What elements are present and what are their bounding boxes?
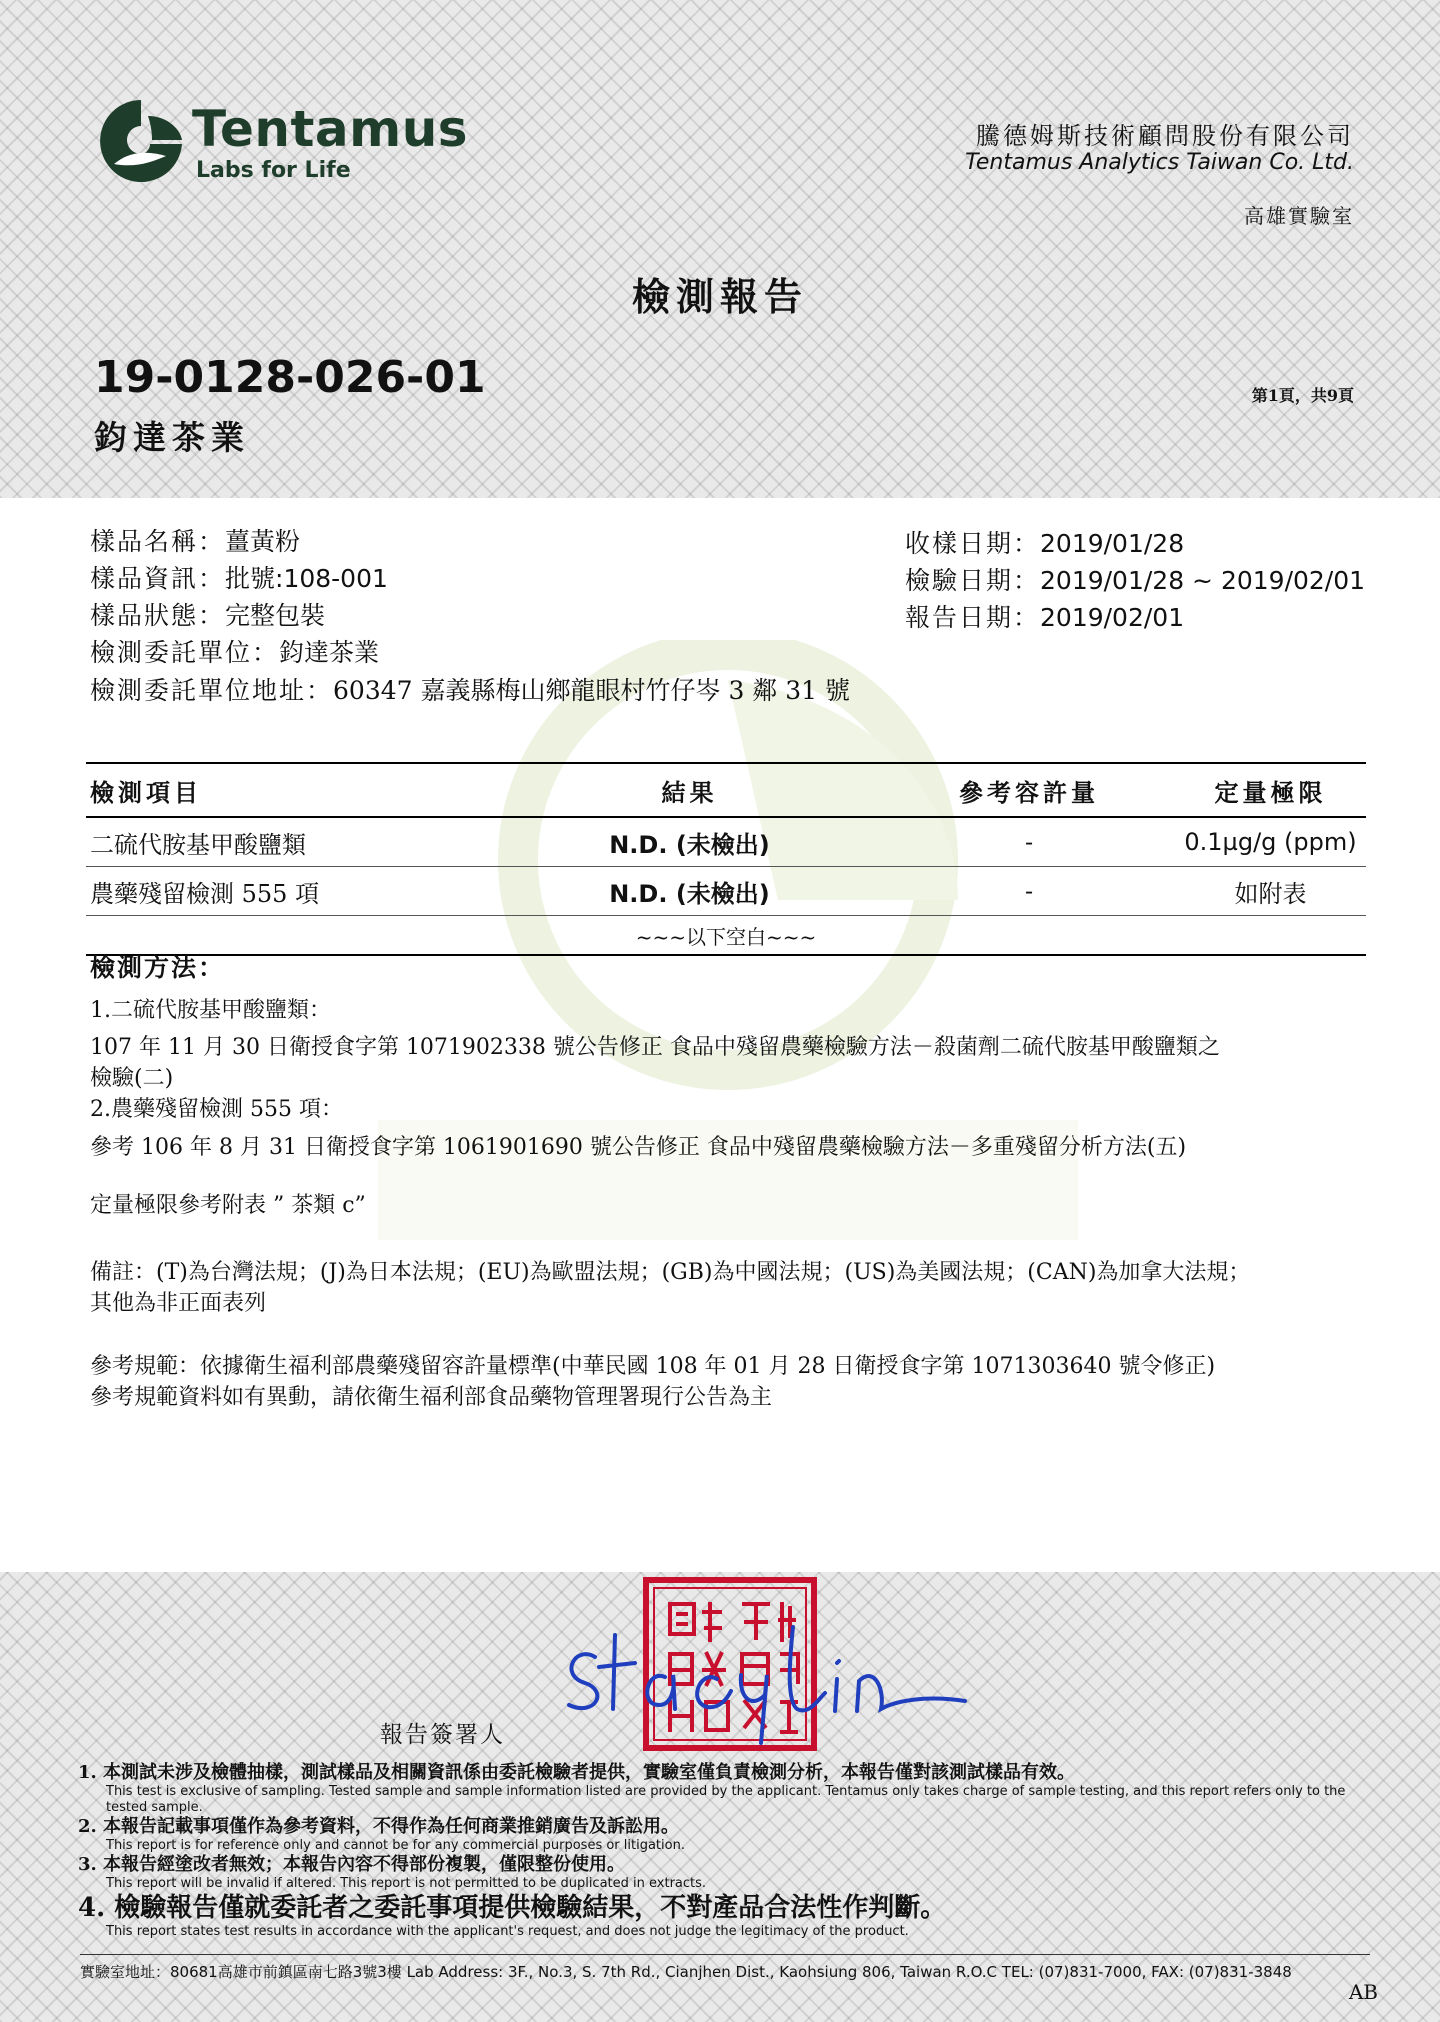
note-4-en: This report states test results in accordance with the applicant's request, and does not judge the legitimacy of the product. — [106, 1924, 909, 1939]
results-table — [86, 762, 1366, 956]
sample-name-label: 樣品名稱： — [90, 527, 226, 556]
test-date-label: 檢驗日期： — [905, 566, 1041, 595]
header-reference-limit: 參考容許量 — [883, 763, 1175, 817]
method-2-title: 2.農藥殘留檢測 555 項： — [90, 1097, 343, 1122]
reference-limit-cell: - — [883, 817, 1175, 867]
methods-heading: 檢測方法： — [90, 953, 226, 982]
sample-info-label: 樣品資訊： — [90, 564, 226, 593]
result-cell: N.D. (未檢出) — [496, 817, 883, 867]
client-address-value: 60347 嘉義縣梅山鄉龍眼村竹仔岑 3 鄰 31 號 — [333, 676, 850, 705]
remark-line-1: 備註：(T)為台灣法規；(J)為日本法規；(EU)為歐盟法規；(GB)為中國法規；(US)為美國法規；(CAN)為加拿大法規； — [90, 1260, 1251, 1285]
note-3-zh: 3. 本報告經塗改者無效；本報告內容不得部份複製，僅限整份使用。 — [78, 1854, 626, 1875]
client-value: 鈞達茶業 — [279, 638, 380, 667]
loq-cell: 0.1µg/g (ppm) — [1175, 817, 1366, 867]
sample-state-row — [90, 596, 325, 632]
remark-line-2: 其他為非正面表列 — [90, 1291, 267, 1316]
sample-info-row — [90, 559, 388, 595]
note-3-en: This report will be invalid if altered. This report is not permitted to be duplicated in extracts. — [106, 1876, 707, 1891]
received-date-value: 2019/01/28 — [1040, 529, 1185, 558]
sample-state-label: 樣品狀態： — [90, 601, 226, 630]
note-2-en: This report is for reference only and cannot be for any commercial purposes or litigation. — [106, 1838, 685, 1853]
report-date-label: 報告日期： — [905, 603, 1041, 632]
client-title: 鈞達茶業 — [94, 418, 250, 457]
company-name-en: Tentamus Analytics Taiwan Co. Ltd. — [965, 150, 1354, 175]
test-item-cell: 二硫代胺基甲酸鹽類 — [86, 817, 496, 867]
header-result: 結果 — [496, 763, 883, 817]
received-date-row — [905, 524, 1184, 560]
method-1-line-1: 107 年 11 月 30 日衛授食字第 1071902338 號公告修正 食品中殘留農藥檢驗方法－殺菌劑二硫代胺基甲酸鹽類之 — [90, 1035, 1220, 1060]
test-date-value: 2019/01/28 ~ 2019/02/01 — [1040, 566, 1366, 595]
note-4-zh: 4. 檢驗報告僅就委託者之委託事項提供檢驗結果，不對產品合法性作判斷。 — [78, 1893, 947, 1923]
table-row — [86, 867, 1366, 916]
logo-name: Tentamus — [192, 100, 469, 158]
result-cell: N.D. (未檢出) — [496, 867, 883, 916]
sample-name-row — [90, 522, 300, 558]
reference-line-2: 參考規範資料如有異動，請依衛生福利部食品藥物管理署現行公告為主 — [90, 1385, 773, 1410]
document-title: 檢測報告 — [631, 274, 808, 319]
received-date-label: 收樣日期： — [905, 529, 1041, 558]
signature-image — [555, 1605, 975, 1755]
client-address-row — [90, 671, 850, 707]
signatory-label: 報告簽署人 — [380, 1722, 505, 1748]
method-1-line-2: 檢驗(二) — [90, 1066, 174, 1091]
header-test-item: 檢測項目 — [86, 763, 496, 817]
blank-note: ~~~以下空白~~~ — [86, 916, 1366, 956]
note-2-zh: 2. 本報告記載事項僅作為參考資料，不得作為任何商業推銷廣告及訴訟用。 — [78, 1816, 680, 1837]
tentamus-logo-icon — [96, 96, 186, 186]
note-1-en: This test is exclusive of sampling. Tested sample and sample information listed are provided by the applicant. Tentamus only takes charge of sample testing, and this report refers only to the tested sample. — [106, 1784, 1346, 1815]
client-address-label: 檢測委託單位地址： — [90, 676, 334, 705]
report-date-value: 2019/02/01 — [1040, 603, 1185, 632]
sample-state-value: 完整包裝 — [225, 601, 326, 630]
client-label: 檢測委託單位： — [90, 638, 280, 667]
method-1-title: 1.二硫代胺基甲酸鹽類： — [90, 998, 331, 1023]
client-row — [90, 633, 379, 669]
table-row — [86, 817, 1366, 867]
loq-reference: 定量極限參考附表 ” 茶類 c” — [90, 1193, 366, 1218]
test-date-row — [905, 561, 1365, 597]
test-item-cell: 農藥殘留檢測 555 項 — [86, 867, 496, 916]
header-loq: 定量極限 — [1175, 763, 1366, 817]
sample-info-value: 批號:108-001 — [225, 564, 388, 593]
note-1-zh: 1. 本測試未涉及檢體抽樣，測試樣品及相關資訊係由委託檢驗者提供，實驗室僅負責檢測分析，本報告僅對該測試樣品有效。 — [78, 1762, 1076, 1783]
loq-cell: 如附表 — [1175, 867, 1366, 916]
lab-name: 高雄實驗室 — [1244, 204, 1354, 228]
page-indicator: 第1頁，共9頁 — [1251, 386, 1354, 405]
report-number: 19-0128-026-01 — [94, 352, 486, 403]
company-name-zh: 騰德姆斯技術顧問股份有限公司 — [976, 122, 1354, 150]
reference-line-1: 參考規範：依據衛生福利部農藥殘留容許量標準(中華民國 108 年 01 月 28 日衛授食字第 1071303640 號令修正) — [90, 1354, 1216, 1379]
lab-address-footer: 實驗室地址：80681高雄市前鎮區南七路3號3樓 Lab Address: 3F., No.3, S. 7th Rd., Cianjhen Dist., Kaohsiung 806, Taiwan R.O.C TEL: (07)831-7000, FAX: (07)831-3848 — [80, 1954, 1370, 1982]
logo-tagline: Labs for Life — [196, 158, 351, 183]
sample-name-value: 薑黃粉 — [225, 527, 301, 556]
method-2-line-1: 參考 106 年 8 月 31 日衛授食字第 1061901690 號公告修正 食品中殘留農藥檢驗方法－多重殘留分析方法(五) — [90, 1135, 1187, 1160]
reference-limit-cell: - — [883, 867, 1175, 916]
corner-mark: AB — [1348, 1980, 1378, 2004]
blank-row — [86, 916, 1366, 956]
report-date-row — [905, 598, 1184, 634]
notes-section — [78, 1762, 1368, 1940]
results-header-row — [86, 763, 1366, 817]
